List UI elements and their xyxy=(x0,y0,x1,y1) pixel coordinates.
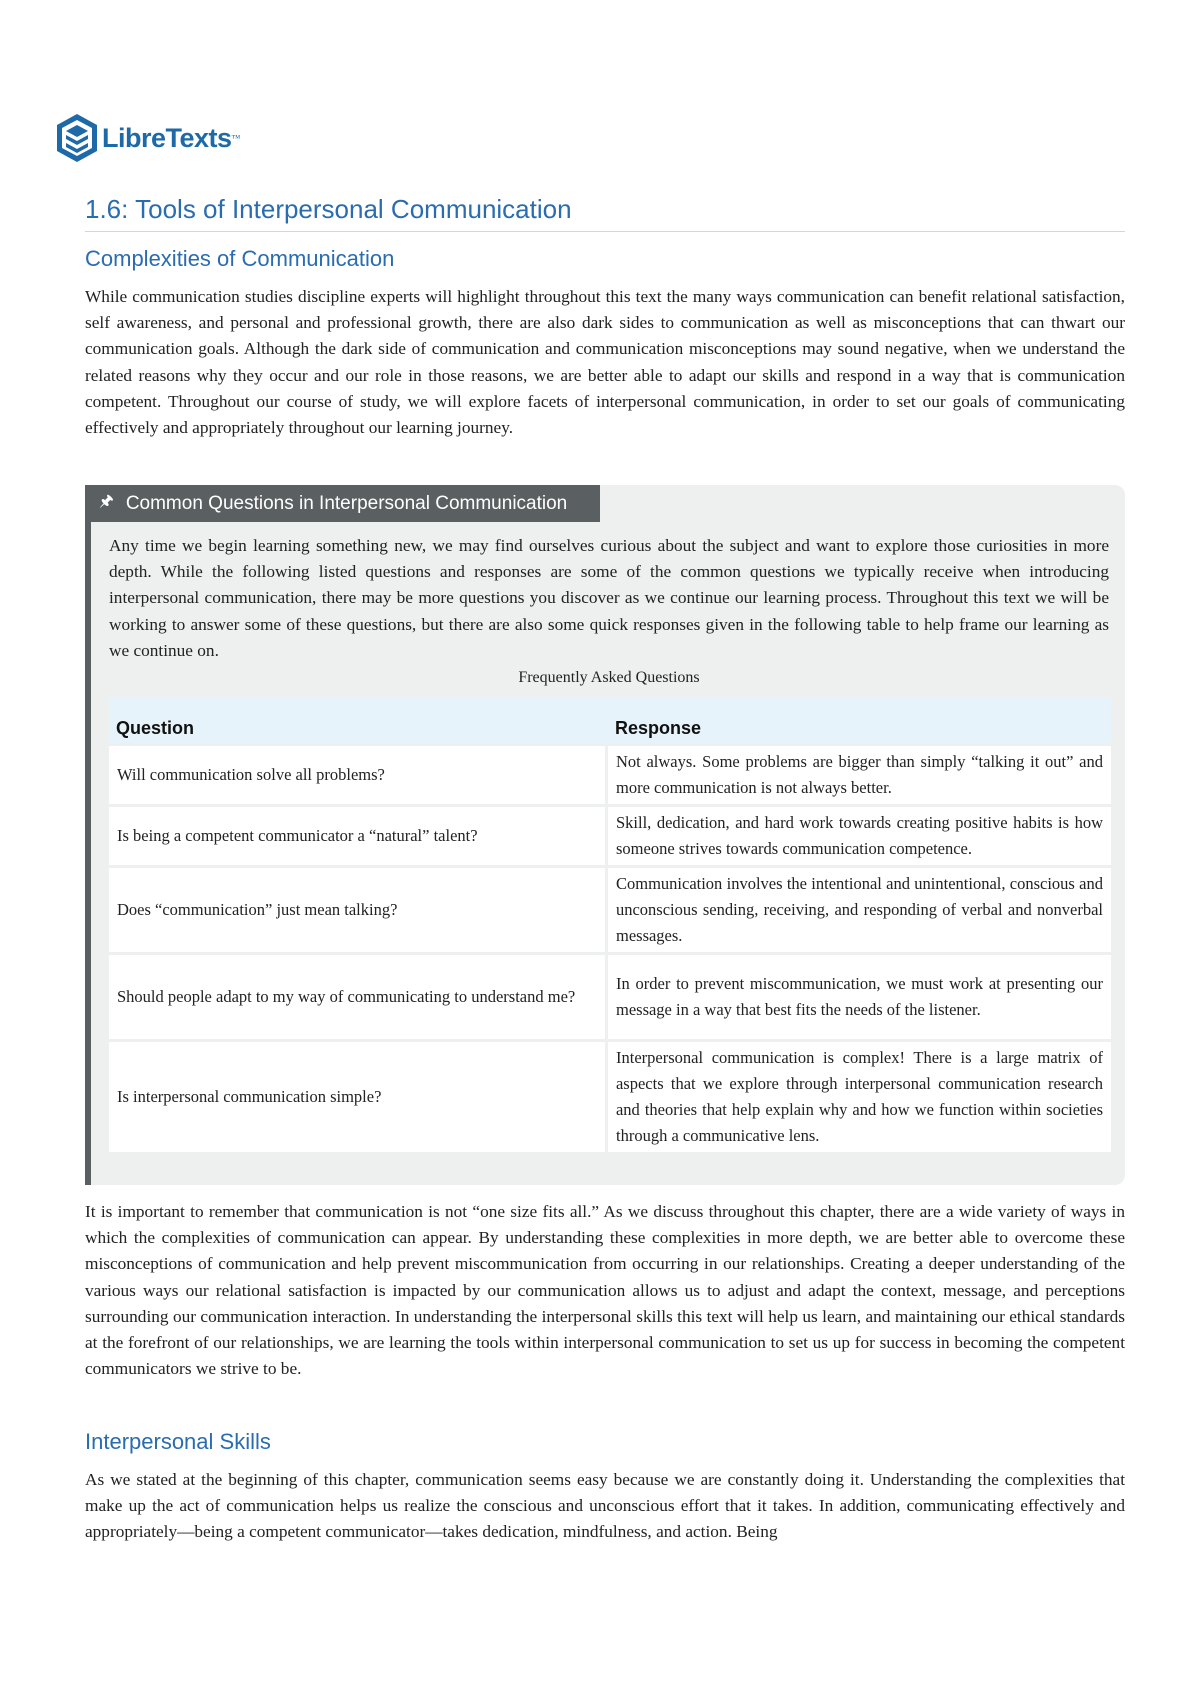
table-row xyxy=(109,746,1111,807)
section-heading-interpersonal-skills: Interpersonal Skills xyxy=(85,1429,271,1454)
libretexts-logo[interactable] xyxy=(54,112,240,164)
page-title: 1.6: Tools of Interpersonal Communication xyxy=(85,194,1125,232)
table-row xyxy=(109,807,1111,868)
response-cell: Communication involves the intentional and unintentional, conscious and unconscious sending, receiving, and responding of verbal and nonverbal messages. xyxy=(608,868,1111,955)
callout-paragraph: Any time we begin learning something new, we may find ourselves curious about the subject and want to explore those curiosities in more depth. While the following listed questions and responses are some of the common questions we typically receive when introducing interpersonal communication, there may be more questions you discover as we continue our learning process. Throughout this text we will be working to answer some of these questions, but there are also some quick responses given in the following table to help frame our learning as we continue on. xyxy=(109,536,1109,660)
table-row xyxy=(109,868,1111,955)
faq-table xyxy=(109,697,1111,1155)
table-row xyxy=(109,955,1111,1042)
logo-text: LibreTexts xyxy=(102,122,232,153)
callout-box xyxy=(85,485,1125,1185)
response-cell: In order to prevent miscommunication, we must work at presenting our message in a way that best fits the needs of the listener. xyxy=(608,955,1111,1042)
column-header-response: Response xyxy=(608,697,1111,746)
callout-title: Common Questions in Interpersonal Communication xyxy=(125,492,568,514)
question-cell: Will communication solve all problems? xyxy=(109,746,608,807)
question-cell: Is being a competent communicator a “natural” talent? xyxy=(109,807,608,868)
intro-paragraph: While communication studies discipline experts will highlight throughout this text the many ways communication can benefit relational satisfaction, self awareness, and personal and professional growth, there are also dark sides to communication as well as misconceptions that can thwart our communication goals. Although the dark side of communication and communication misconceptions may sound negative, when we understand the related reasons why they occur and our role in those reasons, we are better able to adapt our skills and respond in a way that is communication competent. Throughout our course of study, we will explore facets of interpersonal communication, in order to set our goals of communicating effectively and appropriately throughout our learning journey. xyxy=(85,287,1125,438)
response-cell: Interpersonal communication is complex! There is a large matrix of aspects that we explore through interpersonal communication research and theories that help explain why and how we function within societies through a communicative lens. xyxy=(608,1042,1111,1155)
response-cell: Skill, dedication, and hard work towards creating positive habits is how someone strives towards communication competence. xyxy=(608,807,1111,868)
response-cell: Not always. Some problems are bigger than simply “talking it out” and more communication is not always better. xyxy=(608,746,1111,807)
question-cell: Should people adapt to my way of communicating to understand me? xyxy=(109,955,608,1042)
libretexts-logo-icon xyxy=(54,112,100,164)
section-heading-complexities: Complexities of Communication xyxy=(85,246,395,271)
table-row xyxy=(109,1042,1111,1155)
column-header-question: Question xyxy=(109,697,608,746)
skills-paragraph: As we stated at the beginning of this chapter, communication seems easy because we are constantly doing it. Understanding the complexities that make up the act of communication helps us realize the conscious and unconscious effort that it takes. In addition, communicating effectively and appropriately—being a competent communicator—takes dedication, mindfulness, and action. Being xyxy=(85,1470,1125,1542)
table-header-row xyxy=(109,697,1111,746)
table-caption: Frequently Asked Questions xyxy=(518,669,700,686)
question-cell: Does “communication” just mean talking? xyxy=(109,868,608,955)
pin-icon: 🖈︎ xyxy=(99,493,114,510)
callout-header xyxy=(91,485,600,522)
question-cell: Is interpersonal communication simple? xyxy=(109,1042,608,1155)
logo-trademark: ™ xyxy=(231,133,241,143)
complexities-paragraph: It is important to remember that communication is not “one size fits all.” As we discuss throughout this chapter, there are a wide variety of ways in which the complexities of communication can appear. By understanding these complexities in more depth, we are better able to overcome these misconceptions of communication and help prevent miscommunication from occurring in our relationships. Creating a deeper understanding of the various ways our relational satisfaction is impacted by our communication allows us to adjust and adapt the context, message, and perceptions surrounding our communication interaction. In understanding the interpersonal skills this text will help us learn, and maintaining our ethical standards at the forefront of our relationships, we are learning the tools within interpersonal communication to set us up for success in becoming the competent communicators we strive to be. xyxy=(85,1202,1125,1379)
